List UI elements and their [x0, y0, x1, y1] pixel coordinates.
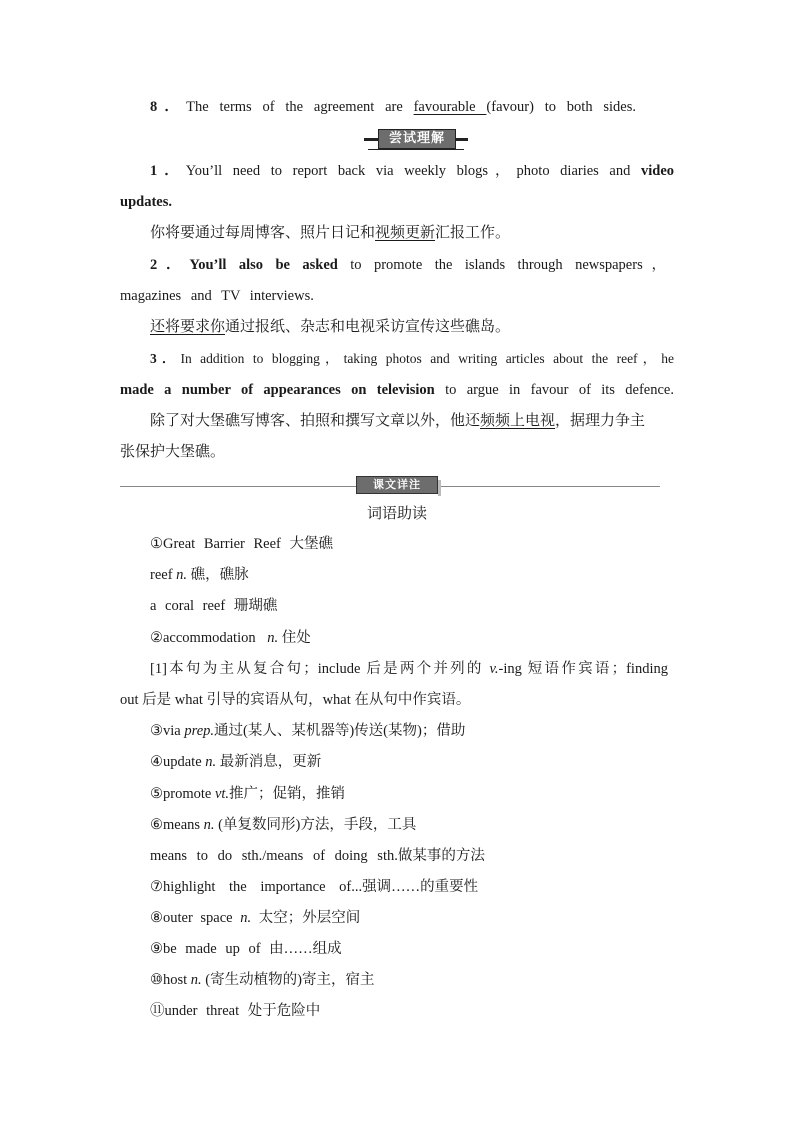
translation-text: 除了对大堡礁写博客、拍照和撰写文章以外，他还 — [150, 411, 481, 429]
sentence-text: (favour) to both sides. — [486, 99, 637, 115]
part-of-speech: vt. — [214, 786, 230, 802]
vocab-heading: 词语助读 — [366, 504, 427, 522]
vocab-meaning: (单复数同形)方法，手段，工具 — [214, 817, 417, 833]
answer-blank: favourable — [413, 99, 487, 115]
vocab-entry-8 — [150, 908, 360, 928]
sentence-text: to argue in favour of its defence. — [434, 382, 674, 398]
sentence-number: 2． — [150, 257, 190, 273]
grammar-note-1-line-1 — [150, 659, 668, 679]
vocab-entry-1: ①Great Barrier Reef 大堡礁 — [150, 536, 334, 552]
section-heading-text-notes — [356, 476, 438, 494]
highlight-phrase: video — [640, 163, 675, 179]
vocab-meaning: 最新消息，更新 — [216, 754, 322, 770]
sentence-text: In addition to blogging，taking photos and writing articles about the reef，he — [180, 351, 674, 366]
vocab-entry-9: ⑨be made up of 由……组成 — [150, 941, 342, 957]
translation-text: 张保护大堡礁。 — [120, 442, 226, 460]
translation-text: 汇报工作。 — [435, 223, 511, 241]
part-of-speech: n. — [205, 754, 217, 770]
sentence-1-translation — [150, 222, 510, 242]
sentence-3-translation-line-2 — [120, 441, 225, 461]
vocab-meaning: 礁，礁脉 — [187, 567, 249, 583]
sentence-3-line-2 — [120, 380, 674, 400]
vocab-word: ④update — [150, 754, 206, 770]
vocab-entry-5 — [150, 784, 345, 804]
vocab-word: ②accommodation — [150, 630, 260, 646]
vocab-entry-11: ⑪under threat 处于危险中 — [150, 1003, 321, 1019]
vocab-entry-10 — [150, 970, 374, 990]
translation-highlight: 频频上电视 — [480, 411, 556, 429]
vocab-word: ⑩host — [150, 972, 191, 988]
vocab-meaning: 太空；外层空间 — [251, 910, 361, 926]
vocab-meaning: 通过(某人、某机器等)传送(某物)；借助 — [214, 723, 466, 739]
vocab-meaning: 住处 — [278, 630, 311, 646]
part-of-speech: v. — [489, 661, 499, 677]
vocab-entry-6a: means to do sth./means of doing sth.做某事的方法 — [150, 848, 485, 864]
note-text: [1]本句为主从复合句；include 后是两个并列的 — [150, 661, 490, 677]
vocab-entry-7: ⑦highlight the importance of...强调……的重要性 — [150, 879, 479, 895]
highlight-phrase: You’ll also be asked — [189, 257, 338, 273]
sentence-text: magazines and TV interviews. — [120, 288, 314, 304]
sentence-1-line-2 — [120, 192, 172, 212]
vocab-word: ⑧outer space — [150, 910, 241, 926]
section-heading-try-understand — [364, 128, 468, 150]
sentence-2-line-1 — [150, 255, 666, 275]
translation-highlight: 还将要求你 — [150, 317, 226, 335]
highlight-phrase: updates — [120, 194, 169, 210]
vocab-entry-4 — [150, 752, 321, 772]
vocab-word: ⑤promote — [150, 786, 215, 802]
part-of-speech: n. — [190, 972, 202, 988]
translation-text: 你将要通过每周博客、照片日记和 — [150, 223, 376, 241]
vocab-entry-6 — [150, 815, 416, 835]
part-of-speech: n. — [267, 630, 279, 646]
vocab-word: ③via — [150, 723, 185, 739]
badge-underline — [368, 149, 464, 150]
part-of-speech: n. — [176, 567, 188, 583]
sentence-3-translation-line-1 — [150, 410, 645, 430]
part-of-speech: n. — [240, 910, 252, 926]
sentence-2-translation — [150, 316, 510, 336]
sentence-text: You’ll need to report back via weekly blogs，photo diaries and — [185, 163, 641, 179]
sentence-text: The terms of the agreement are — [186, 99, 414, 115]
vocab-word: ⑥means — [150, 817, 204, 833]
vocab-entry-3 — [150, 721, 465, 741]
item-number: 8． — [150, 99, 187, 115]
section-title: 尝试理解 — [378, 129, 456, 149]
highlight-phrase: made a number of appearances on television — [120, 382, 435, 398]
vocab-word: reef — [150, 567, 177, 583]
sentence-number: 3． — [150, 351, 181, 366]
exercise-item-8 — [150, 97, 636, 117]
translation-highlight: 视频更新 — [375, 223, 436, 241]
vocab-meaning: (寄生动植物的)寄主，宿主 — [201, 972, 375, 988]
vocab-entry-1b: a coral reef 珊瑚礁 — [150, 598, 278, 614]
sentence-text: . — [168, 194, 172, 210]
badge-shadow — [438, 480, 441, 496]
note-text: -ing 短语作宾语；finding — [498, 661, 668, 677]
sentence-1-line-1 — [150, 161, 674, 181]
translation-text: ，据理力争主 — [555, 411, 646, 429]
sentence-3-line-1 — [150, 349, 674, 369]
grammar-note-1-line-2: out 后是 what 引导的宾语从句，what 在从句中作宾语。 — [120, 692, 471, 708]
section-title: 课文详注 — [373, 478, 421, 491]
vocab-meaning: 推广；促销，推销 — [229, 786, 346, 802]
translation-text: 通过报纸、杂志和电视采访宣传这些礁岛。 — [225, 317, 511, 335]
sentence-text: to promote the islands through newspapers， — [337, 257, 667, 273]
sentence-2-line-2 — [120, 286, 314, 306]
sentence-number: 1． — [150, 163, 186, 179]
part-of-speech: n. — [203, 817, 215, 833]
vocab-entry-1a — [150, 565, 249, 585]
vocab-entry-2 — [150, 628, 311, 648]
part-of-speech: prep. — [184, 723, 215, 739]
